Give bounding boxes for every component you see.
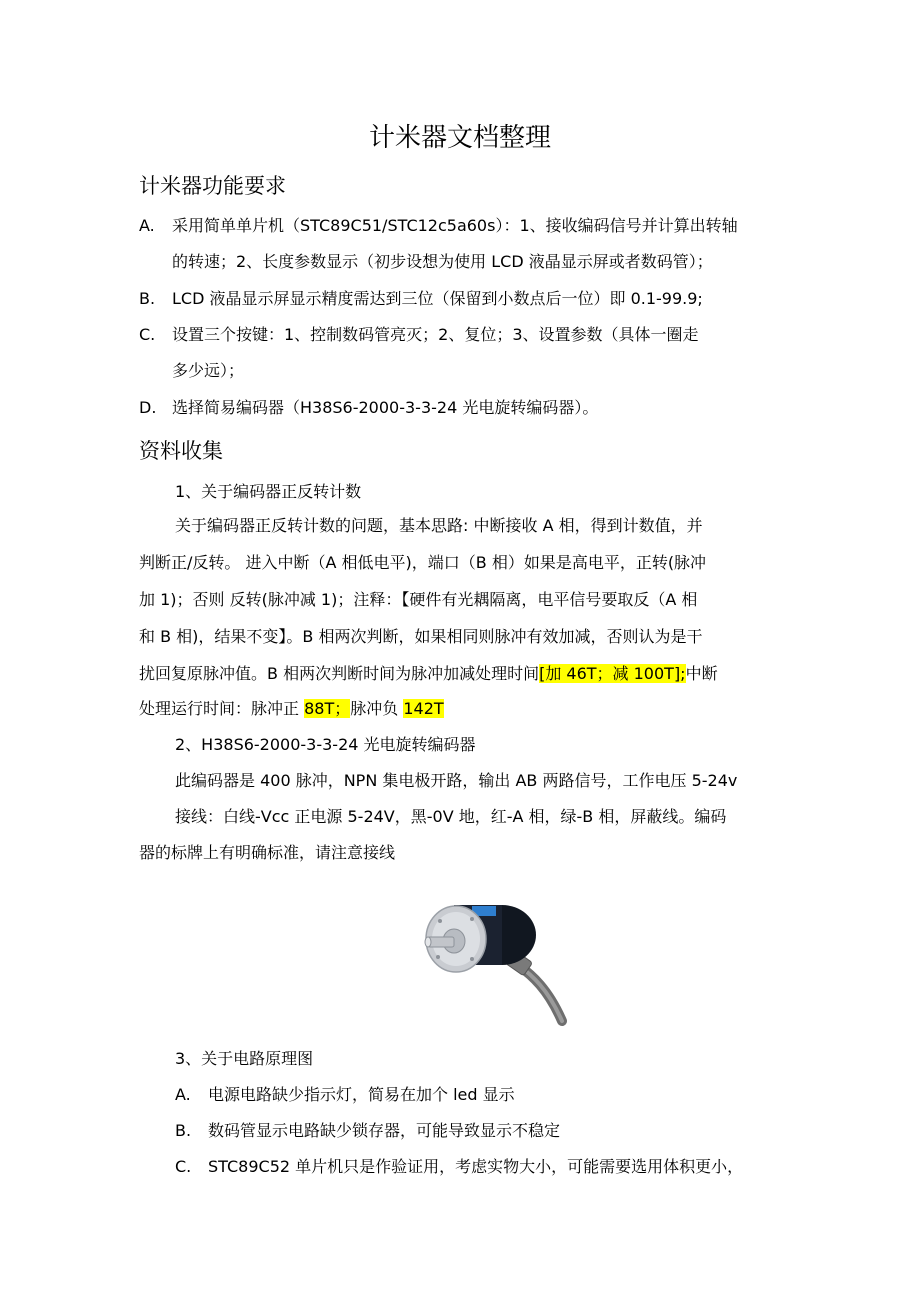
list-marker: C. xyxy=(175,1157,192,1176)
paragraph-line: 判断正/反转。 进入中断（A 相低电平)，端口（B 相）如果是高电平，正转(脉冲 xyxy=(139,553,707,572)
paragraph-line: 和 B 相)，结果不变】。B 相两次判断，如果相同则脉冲有效加减，否则认为是干 xyxy=(139,627,703,646)
list-marker: D. xyxy=(139,398,157,417)
list-item xyxy=(175,1119,785,1143)
list-item-text: STC89C52 单片机只是作验证用，考虑实物大小，可能需要选用体积更小， xyxy=(208,1157,744,1176)
list-marker: A. xyxy=(175,1085,191,1104)
paragraph-wiring xyxy=(139,805,784,865)
highlighted-timing: 142T xyxy=(403,699,444,718)
list-item xyxy=(175,1083,785,1107)
list-item xyxy=(139,214,784,274)
paragraph-line: 接线：白线-Vcc 正电源 5-24V，黑-0V 地，红-A 相，绿-B 相，屏蔽线。编码 xyxy=(175,807,727,826)
encoder-photo xyxy=(410,897,570,1033)
list-item xyxy=(139,287,784,311)
paragraph-text: 脉冲负 xyxy=(350,699,404,718)
section-heading-materials: 资料收集 xyxy=(139,439,223,463)
list-item xyxy=(139,323,784,383)
page-title: 计米器文档整理 xyxy=(368,123,551,153)
list-item-text: 数码管显示电路缺少锁存器，可能导致显示不稳定 xyxy=(208,1121,561,1140)
paragraph-line: 器的标牌上有明确标准，请注意接线 xyxy=(139,843,396,862)
list-marker: B. xyxy=(139,289,156,308)
paragraph-encoder-spec: 此编码器是 400 脉冲，NPN 集电极开路，输出 AB 两路信号，工作电压 5-24v xyxy=(175,771,738,790)
paragraph-line: 关于编码器正反转计数的问题，基本思路: 中断接收 A 相，得到计数值，并 xyxy=(175,516,703,535)
list-item-text: 的转速；2、长度参数显示（初步设想为使用 LCD 液晶显示屏或者数码管）； xyxy=(172,252,713,271)
paragraph-text: 扰回复原脉冲值。B 相两次判断时间为脉冲加减处理时间 xyxy=(139,664,540,683)
subheading: 1、关于编码器正反转计数 xyxy=(175,482,362,501)
list-item-text: 设置三个按键：1、控制数码管亮灭；2、复位；3、设置参数（具体一圈走 xyxy=(172,325,699,344)
list-item-text: 采用简单单片机（STC89C51/STC12c5a60s）：1、接收编码信号并计算出转轴 xyxy=(172,216,738,235)
list-item-text: 电源电路缺少指示灯，简易在加个 led 显示 xyxy=(208,1085,515,1104)
subheading: 2、H38S6-2000-3-3-24 光电旋转编码器 xyxy=(175,735,476,754)
section-heading-requirements: 计米器功能要求 xyxy=(139,174,286,198)
paragraph-encoder-counting xyxy=(139,514,784,724)
list-marker: B. xyxy=(175,1121,192,1140)
list-item xyxy=(175,1155,785,1179)
list-item-text: 多少远）； xyxy=(172,361,245,380)
subheading: 3、关于电路原理图 xyxy=(175,1049,314,1068)
list-item xyxy=(139,396,784,420)
list-marker: A. xyxy=(139,216,155,235)
highlighted-timing: [加 46T；减 100T]; xyxy=(539,664,686,683)
list-marker: C. xyxy=(139,325,156,344)
paragraph-text: 处理运行时间：脉冲正 xyxy=(139,699,305,718)
list-item-text: LCD 液晶显示屏显示精度需达到三位（保留到小数点后一位）即 0.1-99.9; xyxy=(172,289,703,308)
paragraph-line xyxy=(139,697,444,721)
paragraph-line: 加 1)；否则 反转(脉冲减 1)；注释：【硬件有光耦隔离，电平信号要取反（A 相 xyxy=(139,590,698,609)
paragraph-text: 中断 xyxy=(685,664,718,683)
list-item-text: 选择简易编码器（H38S6-2000-3-3-24 光电旋转编码器）。 xyxy=(172,398,599,417)
highlighted-timing: 88T； xyxy=(304,699,351,718)
paragraph-line xyxy=(139,662,718,686)
